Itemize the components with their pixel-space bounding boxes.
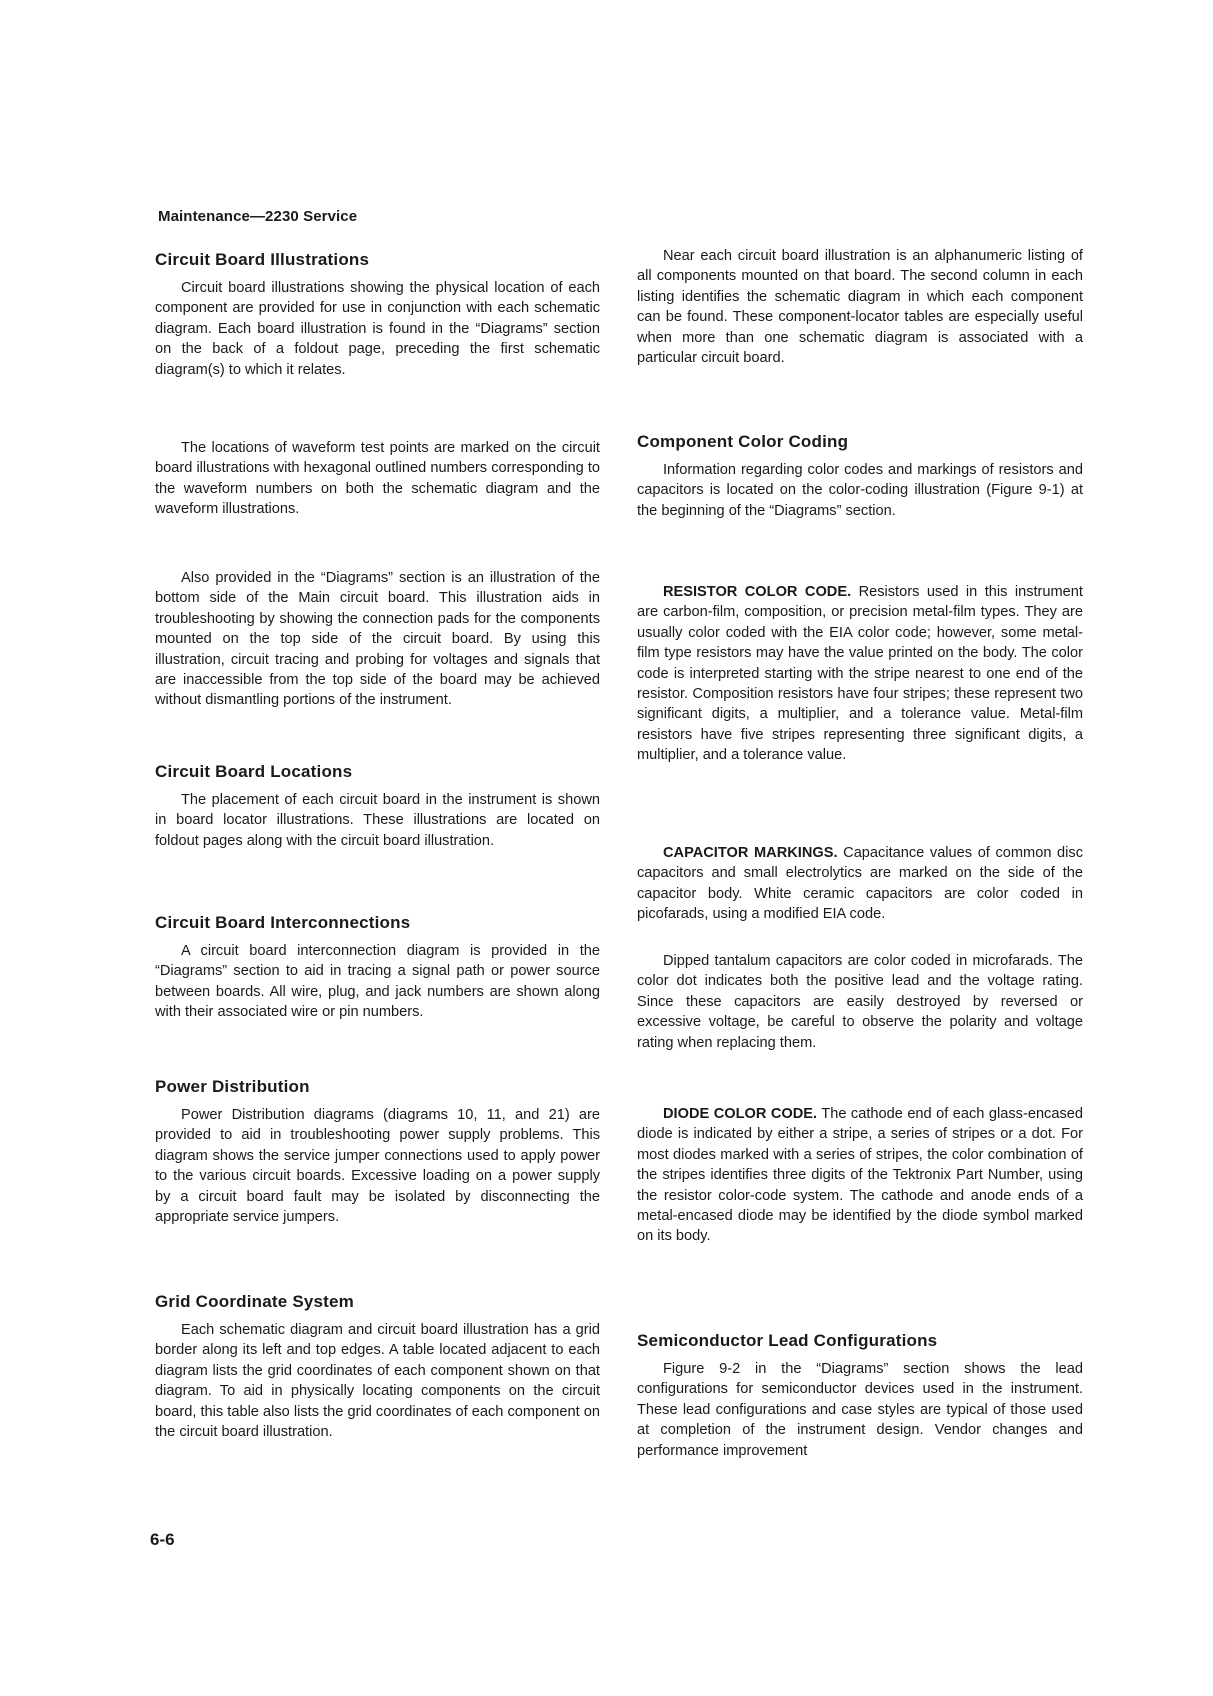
section-circuit-board-illustrations: [155, 250, 600, 380]
paragraph: Near each circuit board illustration is an alphanumeric listing of all components mounted on that board. The second column in each listing identifies the schematic diagram in which each component can be found. These component-locator tables are especially useful when more than one schematic diagram is associated with a particular circuit board.: [637, 248, 1083, 367]
paragraph: [637, 843, 1083, 925]
section-circuit-board-interconnections: [155, 913, 600, 1023]
paragraph: Circuit board illustrations showing the physical location of each component are provided for use in conjunction with each schematic diagram. Each board illustration is found in the “Diagrams” section on the back of a foldout page, preceding the first schematic diagram(s) to which it relates.: [155, 280, 600, 378]
bottom-side-illustration-paragraph-block: [155, 568, 600, 711]
paragraph: [637, 582, 1083, 766]
paragraph-text: Resistors used in this instrument are carbon-film, composition, or precision metal-film types. They are usually color coded with the EIA color code; however, some metal-film type resistors may have the value printed on the body. The color code is interpreted starting with the stripe nearest to one end of the resistor. Composition resistors have four stripes; these represent two significant digits, a multiplier, and a tolerance value. Metal-film resistors have five stripes representing three significant digits, a multiplier, and a tolerance value.: [637, 584, 1083, 764]
resistor-color-code-block: [637, 582, 1083, 766]
section-circuit-board-locations: [155, 762, 600, 851]
paragraph: Each schematic diagram and circuit board illustration has a grid border along its left and top edges. A table located adjacent to each diagram lists the grid coordinates of each component shown on that diagram. To aid in physically locating components on the circuit board, this table also lists the grid coordinates of each component on the circuit board illustration.: [155, 1322, 600, 1441]
paragraph: A circuit board interconnection diagram is provided in the “Diagrams” section to aid in tracing a signal path or power source between boards. All wire, plug, and jack numbers are shown along with their associated wire or pin numbers.: [155, 943, 600, 1021]
run-in-heading: RESISTOR COLOR CODE.: [663, 584, 852, 600]
paragraph: Also provided in the “Diagrams” section is an illustration of the bottom side of the Main circuit board. This illustration aids in troubleshooting by showing the connection pads for the components mounted on the top side of the circuit board. By using this illustration, circuit tracing and probing for voltages and signals that are inaccessible from the top side of the board may be achieved without dismantling portions of the instrument.: [155, 570, 600, 709]
section-semiconductor-lead-configurations: [637, 1331, 1083, 1461]
section-component-color-coding: [637, 432, 1083, 521]
section-grid-coordinate-system: [155, 1292, 600, 1442]
waveform-test-points-paragraph-block: [155, 438, 600, 520]
page-number: 6-6: [150, 1530, 175, 1549]
dipped-tantalum-paragraph-block: [637, 951, 1083, 1053]
section-heading: Grid Coordinate System: [155, 1292, 354, 1311]
section-power-distribution: [155, 1077, 600, 1227]
paragraph: [637, 1104, 1083, 1247]
running-header: Maintenance—2230 Service: [158, 208, 358, 225]
paragraph: Figure 9-2 in the “Diagrams” section shows the lead configurations for semiconductor devices used in the instrument. These lead configurations and case styles are typical of those used at completion of the instrument design. Vendor changes and performance improvement: [637, 1361, 1083, 1459]
section-heading: Circuit Board Locations: [155, 762, 353, 781]
paragraph-text: The cathode end of each glass-encased diode is indicated by either a stripe, a series of stripes or a dot. For most diodes marked with a series of stripes, the color combination of the stripes identifies three digits of the Tektronix Part Number, using the resistor color-code system. The cathode and anode ends of a metal-encased diode may be identified by the diode symbol marked on its body.: [637, 1106, 1084, 1245]
run-in-heading: CAPACITOR MARKINGS.: [663, 845, 838, 861]
section-heading: Power Distribution: [155, 1077, 310, 1096]
paragraph: The locations of waveform test points are marked on the circuit board illustrations with hexagonal outlined numbers corresponding to the waveform numbers on both the schematic diagram and the waveform illustrations.: [155, 440, 600, 518]
paragraph: The placement of each circuit board in the instrument is shown in board locator illustrations. These illustrations are located on foldout pages along with the circuit board illustration.: [155, 792, 600, 849]
section-heading: Circuit Board Illustrations: [155, 250, 370, 269]
paragraph-text: Capacitance values of common disc capacitors and small electrolytics are marked on the side of the capacitor body. White ceramic capacitors are color coded in picofarads, using a modified EIA code.: [637, 845, 1083, 923]
section-heading: Semiconductor Lead Configurations: [637, 1331, 938, 1350]
section-heading: Circuit Board Interconnections: [155, 913, 411, 932]
capacitor-markings-block: [637, 843, 1083, 925]
paragraph: Information regarding color codes and markings of resistors and capacitors is located on the color-coding illustration (Figure 9-1) at the beginning of the “Diagrams” section.: [637, 462, 1083, 519]
component-locator-paragraph-block: [637, 246, 1083, 368]
paragraph: Power Distribution diagrams (diagrams 10, 11, and 21) are provided to aid in troubleshooting power supply problems. This diagram shows the service jumper connections used to apply power to the various circuit boards. Excessive loading on a power supply by a circuit board fault may be isolated by disconnecting the appropriate service jumpers.: [155, 1107, 600, 1226]
section-heading: Component Color Coding: [637, 432, 849, 451]
diode-color-code-block: [637, 1104, 1083, 1247]
run-in-heading: DIODE COLOR CODE.: [663, 1106, 818, 1122]
paragraph: Dipped tantalum capacitors are color coded in microfarads. The color dot indicates both the positive lead and the voltage rating. Since these capacitors are easily destroyed by reversed or excessive voltage, be careful to observe the polarity and voltage rating when replacing them.: [637, 953, 1083, 1051]
